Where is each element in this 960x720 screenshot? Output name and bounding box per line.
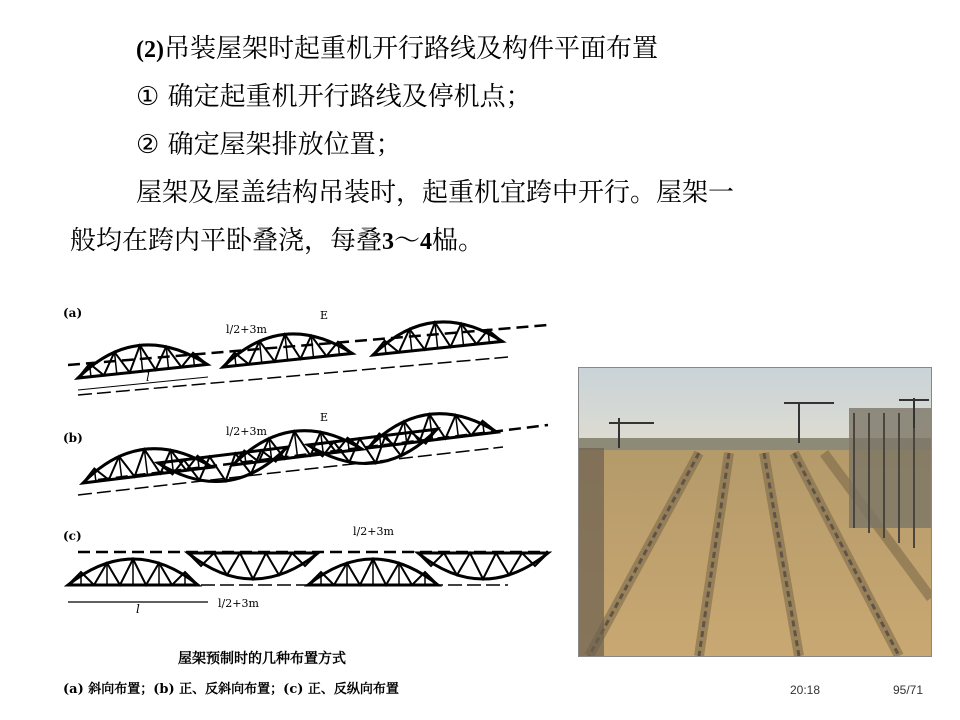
dim-l-a: l xyxy=(146,370,150,384)
truss-c3 xyxy=(308,559,438,585)
truss-c2 xyxy=(188,553,318,579)
dim-half-c2: l/2+3m xyxy=(353,525,394,538)
heading-text: 吊装屋架时起重机开行路线及构件平面布置 xyxy=(163,34,658,64)
footer-time: 20:18 xyxy=(790,683,821,697)
truss-c4 xyxy=(418,553,548,579)
paragraph-end: 榀。 xyxy=(432,226,485,256)
range-tilde: ～ xyxy=(394,226,421,256)
label-b: (b) xyxy=(63,431,83,445)
dim-E-a: E xyxy=(320,309,329,322)
heading-number: (2) xyxy=(136,37,164,63)
diagram-legend: (a) 斜向布置；(b) 正、反斜向布置；(c) 正、反纵向布置 xyxy=(63,682,399,697)
label-c: (c) xyxy=(63,529,82,543)
construction-site-photo xyxy=(578,367,932,657)
list-item-1: ① 确定起重机开行路线及停机点； xyxy=(136,82,532,112)
truss-a3 xyxy=(370,316,502,355)
dim-E-b: E xyxy=(320,411,329,424)
label-a: (a) xyxy=(63,306,83,320)
dim-half-b: l/2+3m xyxy=(226,425,267,438)
footer-page-number: 95/71 xyxy=(893,683,924,697)
paragraph-line-2 xyxy=(70,224,484,259)
truss-c1 xyxy=(68,559,198,585)
truss-diagram-svg xyxy=(58,295,563,705)
dim-half-a: l/2+3m xyxy=(226,323,267,336)
dim-l-c: l xyxy=(136,602,140,616)
truss-b5 xyxy=(365,406,497,448)
dim-line-a xyxy=(78,377,208,390)
truss-layout-diagram xyxy=(58,295,563,705)
section-heading xyxy=(136,32,658,67)
list-item-2: ② 确定屋架排放位置； xyxy=(136,130,402,160)
count-min: 3 xyxy=(382,229,395,255)
paragraph-text: 般均在跨内平卧叠浇，每叠 xyxy=(70,226,383,256)
site-photo-svg xyxy=(579,368,931,656)
diagram-caption: 屋架预制时的几种布置方式 xyxy=(178,651,346,667)
paragraph-line-1: 屋架及屋盖结构吊装时，起重机宜跨中开行。屋架一 xyxy=(136,178,735,208)
truss-a1 xyxy=(75,339,207,378)
dim-half-c1: l/2+3m xyxy=(218,597,259,610)
count-max: 4 xyxy=(420,229,433,255)
